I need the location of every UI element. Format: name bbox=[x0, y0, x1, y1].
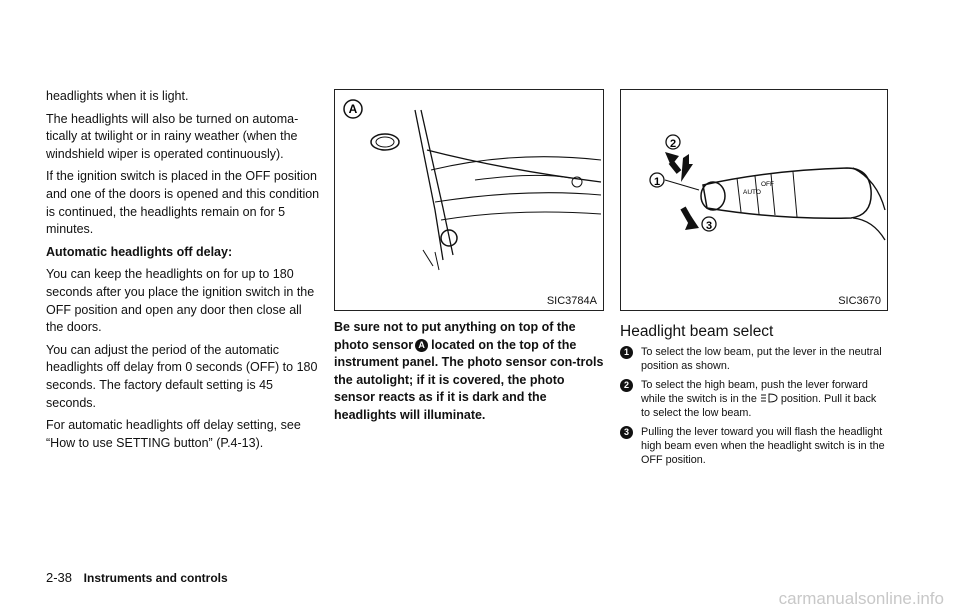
lever-illustration bbox=[621, 90, 887, 310]
item-text: Pulling the lever toward you will flash the headlight high beam even when the headlight switch is in the OFF position. bbox=[641, 426, 885, 466]
caution-text: Be sure not to put anything on top of the photo sensor A located on the top of the instrument panel. The photo sensor con-trols the autolight; if it is covered, the photo sensor reacts as if it is dark and the headlights will illuminate. bbox=[334, 320, 604, 422]
lever-label-off: OFF bbox=[761, 181, 774, 188]
figure-marker-a: A bbox=[348, 102, 358, 116]
photo-sensor-figure bbox=[334, 89, 604, 311]
paragraph: headlights when it is light. bbox=[46, 89, 189, 103]
right-column bbox=[620, 88, 888, 472]
lever-label-auto: AUTO bbox=[743, 189, 761, 196]
paragraph: If the ignition switch is placed in the OFF position and one of the doors is opened and this condition is continued, the headlights remain on for 5 minutes. bbox=[46, 169, 320, 237]
figure-label-2: 2 bbox=[669, 138, 677, 150]
figure-label-1: 1 bbox=[653, 176, 661, 188]
headlight-icon bbox=[760, 393, 778, 403]
page-number: 2-38 bbox=[46, 570, 73, 585]
figure-code: SIC3784A bbox=[546, 295, 597, 307]
left-column bbox=[46, 88, 322, 457]
page-footer bbox=[46, 570, 228, 585]
dashboard-illustration bbox=[335, 90, 603, 310]
item-text: To select the high beam, push the lever forward while the switch is in the position. Pull it back to select the low beam. bbox=[641, 379, 877, 419]
paragraph: You can adjust the period of the automatic headlights off delay from 0 seconds (OFF) to 180 seconds. The factory default setting is 45 seconds. bbox=[46, 342, 318, 410]
list-item bbox=[620, 378, 888, 420]
list-item bbox=[620, 345, 888, 373]
figure-code: SIC3670 bbox=[838, 295, 881, 307]
paragraph: You can keep the headlights on for up to 180 seconds after you place the ignition switch in the OFF position and open any door then close all the doors. bbox=[46, 267, 315, 335]
figure-label-3: 3 bbox=[705, 220, 713, 232]
step-badge: 2 bbox=[620, 379, 633, 392]
watermark: carmanualsonline.info bbox=[778, 589, 944, 608]
headlight-lever-figure bbox=[620, 89, 888, 311]
step-badge: 3 bbox=[620, 426, 633, 439]
paragraph: For automatic headlights off delay setting, see “How to use SETTING button” (P.4-13). bbox=[46, 418, 301, 450]
section-heading: Automatic headlights off delay: bbox=[46, 244, 233, 259]
item-text: To select the low beam, put the lever in the neutral position as shown. bbox=[641, 346, 882, 372]
step-badge: 1 bbox=[620, 346, 633, 359]
section-title: Headlight beam select bbox=[620, 323, 774, 340]
list-item bbox=[620, 425, 888, 467]
paragraph: The headlights will also be turned on automa-tically at twilight or in rainy weather (when the windshield wiper is operated continuously). bbox=[46, 111, 299, 161]
section-name: Instruments and controls bbox=[83, 571, 228, 585]
marker-a-badge: A bbox=[415, 339, 428, 352]
middle-column bbox=[334, 88, 604, 425]
